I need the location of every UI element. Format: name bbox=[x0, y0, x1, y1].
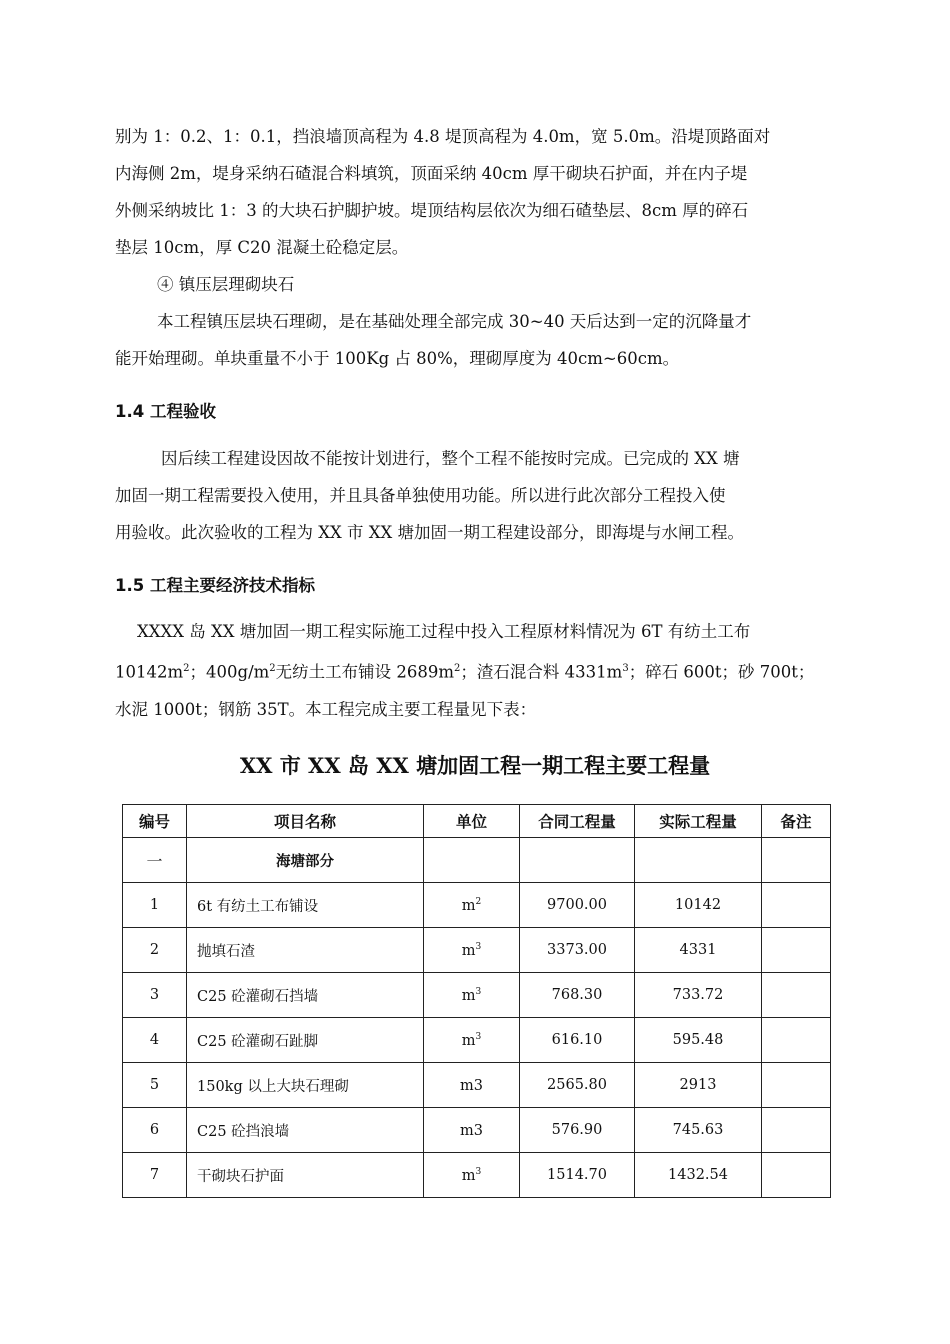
cell-no: 3 bbox=[123, 973, 187, 1018]
paragraph-embankment-structure bbox=[115, 118, 840, 266]
text-fragment: ；400g/m bbox=[189, 662, 270, 682]
cell-unit bbox=[424, 1018, 520, 1063]
sub-heading-ballast-layer: ④ 镇压层理砌块石 bbox=[157, 275, 295, 294]
table-row bbox=[123, 1063, 831, 1108]
cell-contract: 9700.00 bbox=[520, 883, 635, 928]
table-section-row bbox=[123, 838, 831, 883]
cell-actual: 10142 bbox=[635, 883, 762, 928]
table-row bbox=[123, 1153, 831, 1198]
unit-sup: 3 bbox=[475, 986, 482, 997]
cell-actual: 745.63 bbox=[635, 1108, 762, 1153]
paragraph-materials bbox=[115, 613, 840, 728]
cell-item-name: 抛填石渣 bbox=[187, 928, 424, 973]
header-actual-quantity: 实际工程量 bbox=[635, 805, 762, 838]
unit-base: m bbox=[461, 942, 476, 959]
cell-unit bbox=[424, 1063, 520, 1108]
cell-note bbox=[762, 1018, 831, 1063]
text-fragment: ；碎石 600t；砂 700t； bbox=[628, 662, 815, 682]
cell-note bbox=[762, 928, 831, 973]
cell-actual: 4331 bbox=[635, 928, 762, 973]
paragraph-acceptance bbox=[115, 440, 840, 551]
cell-note bbox=[762, 1063, 831, 1108]
cell-actual: 733.72 bbox=[635, 973, 762, 1018]
text-line: 用验收。此次验收的工程为 XX 市 XX 塘加固一期工程建设部分，即海堤与水闸工程。 bbox=[115, 523, 744, 542]
table-cell bbox=[424, 838, 520, 883]
header-no: 编号 bbox=[123, 805, 187, 838]
cell-item-name: 干砌块石护面 bbox=[187, 1153, 424, 1198]
text-line: 因后续工程建设因故不能按计划进行，整个工程不能按时完成。已完成的 XX 塘 bbox=[161, 449, 740, 468]
cell-item-name: 6t 有纺土工布铺设 bbox=[187, 883, 424, 928]
text-line: 本工程镇压层块石理砌，是在基础处理全部完成 30~40 天后达到一定的沉降量才 bbox=[157, 312, 752, 331]
cell-no: 6 bbox=[123, 1108, 187, 1153]
cell-unit bbox=[424, 1153, 520, 1198]
unit-base: m bbox=[461, 1167, 476, 1184]
cell-contract: 2565.80 bbox=[520, 1063, 635, 1108]
superscript: 2 bbox=[454, 663, 461, 674]
cell-contract: 768.30 bbox=[520, 973, 635, 1018]
cell-item-name: C25 砼挡浪墙 bbox=[187, 1108, 424, 1153]
text-line: 水泥 1000t；钢筋 35T。本工程完成主要工程量见下表： bbox=[115, 699, 537, 719]
unit-sup: 3 bbox=[475, 941, 482, 952]
table-row bbox=[123, 883, 831, 928]
cell-actual: 595.48 bbox=[635, 1018, 762, 1063]
unit-sup: 2 bbox=[475, 896, 482, 907]
superscript: 3 bbox=[622, 663, 629, 674]
cell-unit bbox=[424, 973, 520, 1018]
table-row bbox=[123, 928, 831, 973]
cell-no: 7 bbox=[123, 1153, 187, 1198]
table-cell bbox=[762, 838, 831, 883]
cell-item-name: 150kg 以上大块石理砌 bbox=[187, 1063, 424, 1108]
text-line bbox=[115, 650, 840, 691]
heading-acceptance: 1.4 工程验收 bbox=[115, 402, 216, 421]
text-line: 加固一期工程需要投入使用，并且具备单独使用功能。所以进行此次部分工程投入使 bbox=[115, 486, 726, 505]
table-row bbox=[123, 1108, 831, 1153]
cell-note bbox=[762, 1108, 831, 1153]
text-fragment: 10142m bbox=[115, 662, 184, 682]
quantities-table bbox=[122, 804, 831, 1198]
cell-contract: 1514.70 bbox=[520, 1153, 635, 1198]
table-row bbox=[123, 1018, 831, 1063]
text-fragment: 无纺土工布铺设 2689m bbox=[275, 662, 455, 682]
cell-actual: 2913 bbox=[635, 1063, 762, 1108]
section-name: 海塘部分 bbox=[187, 838, 424, 883]
text-line: 别为 1：0.2、1：0.1，挡浪墙顶高程为 4.8 堤顶高程为 4.0m，宽 5.0m。沿堤顶路面对 bbox=[115, 127, 771, 146]
unit-sup: 3 bbox=[475, 1031, 482, 1042]
cell-no: 2 bbox=[123, 928, 187, 973]
cell-note bbox=[762, 973, 831, 1018]
unit-base: m bbox=[461, 987, 476, 1004]
text-line: 外侧采纳坡比 1：3 的大块石护脚护坡。堤顶结构层依次为细石碴垫层、8cm 厚的碎石 bbox=[115, 201, 749, 220]
section-no: 一 bbox=[123, 838, 187, 883]
text-line: 内海侧 2m，堤身采纳石碴混合料填筑，顶面采纳 40cm 厚干砌块石护面，并在内子堤 bbox=[115, 164, 748, 183]
cell-note bbox=[762, 883, 831, 928]
table-cell bbox=[635, 838, 762, 883]
text-line: XXXX 岛 XX 塘加固一期工程实际施工过程中投入工程原材料情况为 6T 有纺土工布 bbox=[137, 622, 751, 641]
unit-base: m bbox=[461, 897, 476, 914]
header-contract-quantity: 合同工程量 bbox=[520, 805, 635, 838]
superscript: 2 bbox=[269, 663, 276, 674]
heading-technical-indicators: 1.5 工程主要经济技术指标 bbox=[115, 576, 315, 595]
table-title: XX 市 XX 岛 XX 塘加固工程一期工程主要工程量 bbox=[239, 753, 711, 778]
table-cell bbox=[520, 838, 635, 883]
unit-base: m3 bbox=[460, 1122, 483, 1139]
cell-no: 5 bbox=[123, 1063, 187, 1108]
cell-no: 1 bbox=[123, 883, 187, 928]
cell-note bbox=[762, 1153, 831, 1198]
paragraph-ballast-layer bbox=[115, 303, 840, 377]
cell-unit bbox=[424, 1108, 520, 1153]
text-line: 垫层 10cm，厚 C20 混凝土砼稳定层。 bbox=[115, 238, 409, 257]
unit-sup: 3 bbox=[475, 1166, 482, 1177]
header-remarks: 备注 bbox=[762, 805, 831, 838]
cell-item-name: C25 砼灌砌石趾脚 bbox=[187, 1018, 424, 1063]
text-line: 能开始理砌。单块重量不小于 100Kg 占 80%，理砌厚度为 40cm~60cm。 bbox=[115, 349, 680, 368]
cell-no: 4 bbox=[123, 1018, 187, 1063]
header-item-name: 项目名称 bbox=[187, 805, 424, 838]
cell-unit bbox=[424, 883, 520, 928]
table-row bbox=[123, 973, 831, 1018]
superscript: 2 bbox=[183, 663, 190, 674]
cell-contract: 3373.00 bbox=[520, 928, 635, 973]
header-unit: 单位 bbox=[424, 805, 520, 838]
unit-base: m3 bbox=[460, 1077, 483, 1094]
cell-unit bbox=[424, 928, 520, 973]
cell-contract: 616.10 bbox=[520, 1018, 635, 1063]
text-fragment: ；渣石混合料 4331m bbox=[460, 662, 623, 682]
table-header-row bbox=[123, 805, 831, 838]
cell-item-name: C25 砼灌砌石挡墙 bbox=[187, 973, 424, 1018]
unit-base: m bbox=[461, 1032, 476, 1049]
cell-contract: 576.90 bbox=[520, 1108, 635, 1153]
cell-actual: 1432.54 bbox=[635, 1153, 762, 1198]
